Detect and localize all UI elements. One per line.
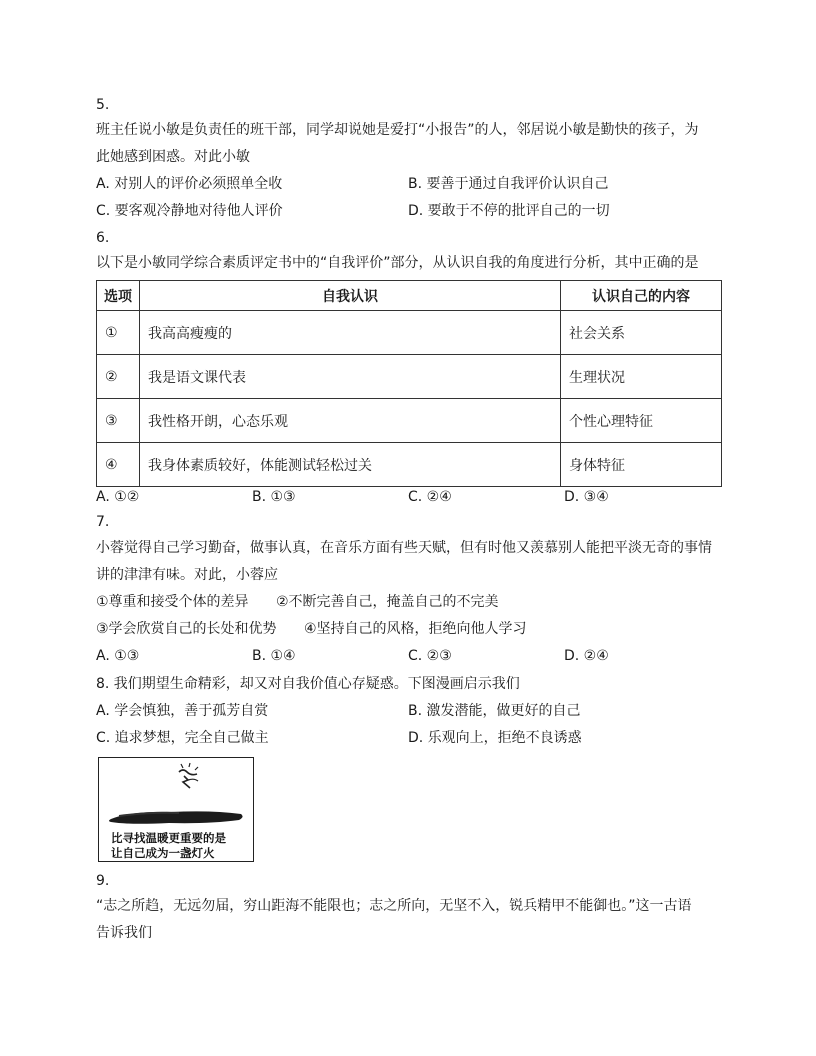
table-cell-content: 个性心理特征: [561, 399, 722, 443]
table-cell-option: ②: [97, 355, 140, 399]
q5-option-d: D. 要敢于不停的批评自己的一切: [408, 203, 610, 219]
cartoon-caption-line1: 比寻找温暖更重要的是: [111, 831, 226, 845]
q6-number: 6.: [96, 230, 110, 246]
q6-stem: 以下是小敏同学综合素质评定书中的“自我评价”部分，从认识自我的角度进行分析，其中正确的是: [96, 255, 699, 271]
table-cell-content: 身体特征: [561, 443, 722, 487]
table-cell-option: ①: [97, 311, 140, 355]
self-evaluation-table: [96, 280, 722, 487]
table-header-option: 选项: [97, 281, 140, 311]
q6-option-a: A. ①②: [96, 489, 140, 505]
q6-option-d: D. ③④: [564, 489, 609, 505]
q5-stem-line1: 班主任说小敏是负责任的班干部，同学却说她是爱打“小报告”的人，邻居说小敏是勤快的孩子，为: [96, 122, 699, 138]
q5-stem-line2: 此她感到困惑。对此小敏: [96, 149, 250, 165]
q7-statement-2: ②不断完善自己，掩盖自己的不完美: [276, 594, 499, 610]
q5-option-b: B. 要善于通过自我评价认识自己: [408, 176, 609, 192]
table-row: [97, 311, 722, 355]
q8-option-a: A. 学会慎独，善于孤芳自赏: [96, 703, 269, 719]
q7-stem-line2: 讲的津津有味。对此，小蓉应: [96, 567, 278, 583]
q9-stem-line2: 告诉我们: [96, 925, 152, 941]
q9-number: 9.: [96, 873, 110, 889]
table-header-content: 认识自己的内容: [561, 281, 722, 311]
q8-option-c: C. 追求梦想，完全自己做主: [96, 730, 269, 746]
table-cell-self-knowledge: 我性格开朗，心态乐观: [140, 399, 561, 443]
q7-statement-1: ①尊重和接受个体的差异: [96, 594, 249, 610]
table-row: [97, 399, 722, 443]
q7-number: 7.: [96, 514, 110, 530]
table-row: [97, 355, 722, 399]
q8-option-b: B. 激发潜能，做更好的自己: [408, 703, 581, 719]
table-cell-option: ③: [97, 399, 140, 443]
q7-option-c: C. ②③: [408, 648, 452, 664]
q5-number: 5.: [96, 97, 110, 113]
q6-option-b: B. ①③: [252, 489, 296, 505]
q8-option-d: D. 乐观向上，拒绝不良诱惑: [408, 730, 582, 746]
table-row: [97, 443, 722, 487]
cartoon-caption-line2: 让自己成为一盏灯火: [111, 846, 215, 860]
table-cell-self-knowledge: 我身体素质较好，体能测试轻松过关: [140, 443, 561, 487]
q5-option-c: C. 要客观冷静地对待他人评价: [96, 203, 283, 219]
q7-statement-4: ④坚持自己的风格，拒绝向他人学习: [304, 621, 527, 637]
table-cell-content: 社会关系: [561, 311, 722, 355]
cartoon-image: [98, 757, 254, 862]
table-cell-self-knowledge: 我是语文课代表: [140, 355, 561, 399]
q7-option-d: D. ②④: [564, 648, 609, 664]
table-cell-self-knowledge: 我高高瘦瘦的: [140, 311, 561, 355]
q7-option-b: B. ①④: [252, 648, 296, 664]
q7-statement-3: ③学会欣赏自己的长处和优势: [96, 621, 277, 637]
table-header-row: [97, 281, 722, 311]
q7-stem-line1: 小蓉觉得自己学习勤奋，做事认真，在音乐方面有些天赋，但有时他又羡慕别人能把平淡无奇的事情: [96, 540, 712, 556]
q7-option-a: A. ①③: [96, 648, 140, 664]
table-cell-content: 生理状况: [561, 355, 722, 399]
q8-stem: 8. 我们期望生命精彩，却又对自我价值心存疑惑。下图漫画启示我们: [96, 676, 520, 692]
q9-stem-line1: “志之所趋，无远勿届，穷山距海不能限也；志之所向，无坚不入，锐兵精甲不能御也。”这一古语: [96, 898, 692, 914]
q6-option-c: C. ②④: [408, 489, 452, 505]
table-header-self-knowledge: 自我认识: [140, 281, 561, 311]
q5-option-a: A. 对别人的评价必须照单全收: [96, 176, 283, 192]
table-cell-option: ④: [97, 443, 140, 487]
